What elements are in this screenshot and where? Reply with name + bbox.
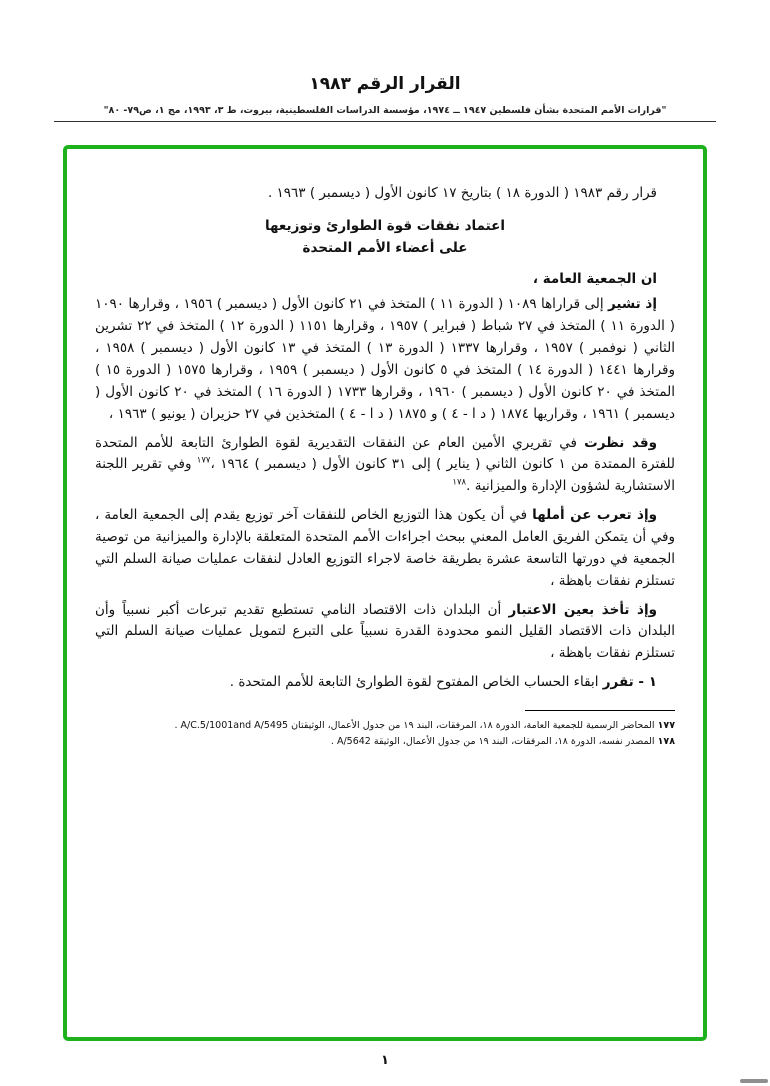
footnote-area — [95, 710, 675, 750]
footnote-178 — [95, 734, 675, 750]
footnote-text: المحاضر الرسمية للجمعية العامة، الدورة ١٨، المرفقات، البند ١٩ من جدول الأعمال، الوثيقتان A/C.5/1001and A/5495 . — [174, 720, 655, 731]
page-title: القرار الرقم ١٩٨٣ — [309, 74, 461, 94]
paragraph-expressing-hope — [95, 505, 675, 592]
resolution-heading — [95, 215, 675, 260]
paragraph-having-considered — [95, 433, 675, 499]
paragraph-text: أن البلدان ذات الاقتصاد النامي تستطيع تقديم تبرعات أكبر نسبياً وأن البلدان ذات الاقتصاد القليل النمو محدودة القدرة نسبياً على التبرع لتمويل عمليات صيانة السلم التي تستلزم نفقات باهظة ، — [95, 601, 675, 662]
paragraph-recalling — [95, 294, 675, 425]
page-number: ١ — [381, 1053, 389, 1068]
paragraph-lead: وإذ تأخذ بعين الاعتبار — [508, 601, 658, 618]
paragraph-lead: وقد نظرت — [584, 434, 657, 451]
paragraph-text: في أن يكون هذا التوزيع الخاص للنفقات آخر توزيع يقدم إلى الجمعية العامة ، وفي أن يتمكن الفريق العامل المعني ببحث اجراءات الأمم المتحدة المتعلقة بالإدارة والميزانية من توصية الجمعية في دورتها التاسعة عشرة بطريقة خاصة لاجراء التوزيع العادل لنفقات عمليات صيانة السلم التي تستلزم نفقات باهظة ، — [95, 507, 675, 589]
paragraph-text: وفي تقرير اللجنة الاستشارية لشؤون الإدارة والميزانية . — [95, 456, 675, 495]
footnote-marker: ١٧٧ — [657, 720, 675, 731]
footnote-divider — [525, 710, 675, 711]
paragraph-lead: وإذ تعرب عن أملها — [532, 507, 657, 524]
footnote-ref-177: ١٧٧ — [196, 455, 211, 466]
resolution-intro: قرار رقم ١٩٨٣ ( الدورة ١٨ ) بتاريخ ١٧ كانون الأول ( ديسمبر ) ١٩٦٣ . — [267, 185, 657, 201]
footnote-177 — [95, 718, 675, 734]
opening-phrase: ان الجمعية العامة ، — [532, 271, 657, 288]
footnote-text: المصدر نفسه، الدورة ١٨، المرفقات، البند ١٩ من جدول الأعمال، الوثيقة A/5642 . — [330, 736, 655, 748]
paragraph-decides — [95, 672, 675, 694]
footnote-marker: ١٧٨ — [657, 736, 675, 748]
footnote-ref-178: ١٧٨ — [452, 477, 467, 488]
resolution-heading-line1: اعتماد نفقات قوة الطوارئ وتوزيعها — [264, 217, 506, 234]
paragraph-lead: ١ - تقرر — [602, 674, 657, 691]
paragraph-text: ابقاء الحساب الخاص المفتوح لقوة الطوارئ التابعة للأمم المتحدة . — [229, 674, 599, 691]
document-header — [0, 0, 770, 122]
paragraph-text: في تقريري الأمين العام عن النفقات التقديرية لقوة الطوارئ التابعة للأمم المتحدة للفترة الممتدة من ١ كانون الثاني ( يناير ) إلى ٣١ كانون الأول ( ديسمبر ) ١٩٦٤ ، — [95, 434, 675, 473]
source-citation: "قرارات الأمم المتحدة بشأن فلسطين ١٩٤٧ ــ ١٩٧٤، مؤسسة الدراسات الفلسطينية، بيروت، ط ٣، ١٩٩٣، مج ١، ص٧٩- ٨٠" — [103, 105, 667, 116]
header-divider — [54, 121, 716, 122]
horizontal-scrollbar[interactable] — [740, 1079, 768, 1083]
resolution-heading-line2: على أعضاء الأمم المتحدة — [302, 240, 468, 257]
paragraph-lead: إذ تشير — [607, 296, 657, 313]
content-frame — [63, 145, 707, 1041]
paragraph-taking-into-account — [95, 600, 675, 666]
paragraph-text: إلى قراراها ١٠٨٩ ( الدورة ١١ ) المتخذ في ٢١ كانون الأول ( ديسمبر ) ١٩٥٦ ، وقرارها ١٠٩٠ ( الدورة ١١ ) المتخذ في ٢٧ شباط ( فبراير ) ١٩٥٧ ، وقرارها ١١٥١ ( الدورة ١٢ ) المتخذ في ٢٢ تشرين الثاني ( نوفمبر ) ١٩٥٧ ، وقرارها ١٣٣٧ ( الدورة ١٣ ) المتخذ في ١٣ كانون الأول ( ديسمبر ) ١٩٥٨ ، وقرارها ١٤٤١ ( الدورة ١٤ ) المتخذ في ٥ كانون الأول ( ديسمبر ) ١٩٥٩ ، وقرارها ١٥٧٥ ( الدورة ١٥ ) المتخذ في ٢٠ كانون الأول ( ديسمبر ) ١٩٦٠ ، وقرارها ١٧٣٣ ( الدورة ١٦ ) المتخذ في ٢٠ كانون الأول ( ديسمبر ) ١٩٦١ ، وقراريها ١٨٧٤ ( د ا - ٤ ) و ١٨٧٥ ( د ا - ٤ ) المتخذين في ٢٧ حزيران ( يونيو ) ١٩٦٣ ، — [95, 296, 676, 422]
